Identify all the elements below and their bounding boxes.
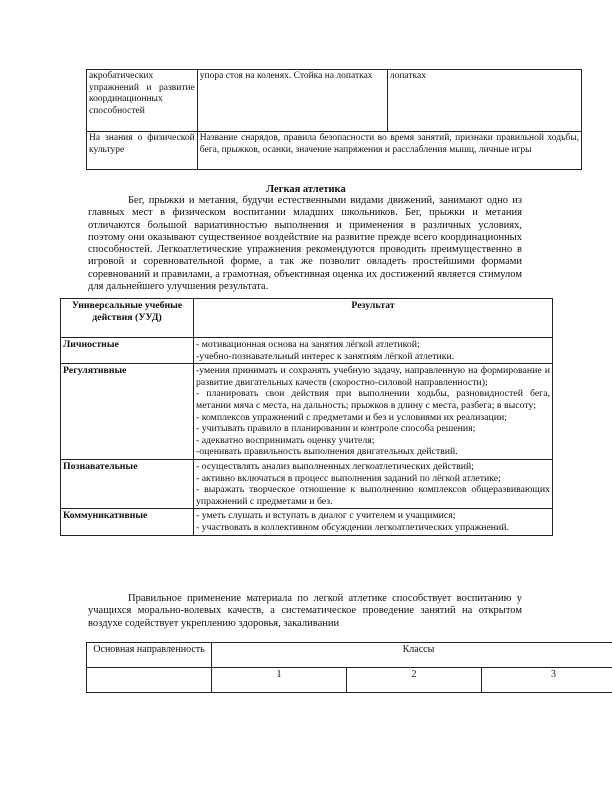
class-number: 2 <box>347 668 482 693</box>
table-row <box>87 70 582 132</box>
column-header-uud: Универсальные учебные действия (УУД) <box>61 299 194 338</box>
table-cell: лопатках <box>387 70 581 132</box>
result-cell <box>194 364 553 460</box>
result-item: - участвовать в коллективном обсуждении легкоатлетических упражнений. <box>196 521 509 533</box>
column-header-direction: Основная направленность <box>87 643 212 668</box>
top-table <box>86 69 582 170</box>
table-cell: акробатических упражнений и развитие координационных способностей <box>87 70 198 132</box>
table-row <box>87 668 612 693</box>
table-row <box>61 509 553 535</box>
classes-table <box>86 642 612 693</box>
uud-table <box>60 298 553 536</box>
table-header-row <box>87 643 612 668</box>
category-cognitive: Познавательные <box>61 459 194 508</box>
result-item: - уметь слушать и вступать в диалог с учителем и учащимися; <box>196 510 456 522</box>
category-communicative: Коммуникативные <box>61 509 194 535</box>
intro-paragraph: Бег, прыжки и метания, будучи естественными видами движений, занимают одно из главных мест в физическом воспитании младших школьников. Бег, прыжки и метания отличаются большой вариативностью выполнения и применения в различных условиях, поэтому они оказывают существенное воздействие на развитие прежде всего координационных способностей. Легкоатлетические упражнения рекомендуются проводить преимущественно в игровой и соревновательной форме, а так же позволит овладеть простейшими формами соревнований и правилами, а грамотная, объективная оценка их достижений является стимулом для дальнейшего улучшения результата. <box>88 195 522 293</box>
result-item: - планировать свои действия при выполнении ходьбы, разновидностей бега, метании мяча с места, на дальность; прыжков в длину с места, разбега; в высоту; <box>196 388 550 411</box>
result-item: - активно включаться в процесс выполнения заданий по лёгкой атлетике; <box>196 472 501 484</box>
category-regulative: Регулятивные <box>61 364 194 460</box>
table-row <box>61 338 553 364</box>
table-header-row <box>61 299 553 338</box>
result-item: - мотивационная основа на занятия лёгкой атлетикой; <box>196 339 420 350</box>
table-row <box>87 132 582 170</box>
table-cell: Название снарядов, правила безопасности во время занятий, признаки правильной ходьбы, бега, прыжков, осанки, значение напряжения и расслабления мышц, личные игры <box>197 132 581 170</box>
table-row <box>61 459 553 508</box>
result-item: - осуществлять анализ выполненных легкоатлетических действий; <box>196 460 474 472</box>
closing-paragraph: Правильное применение материала по легкой атлетике способствует воспитанию у учащихся морально-волевых качеств, а систематическое проведение занятий на открытом воздухе содействует укреплению здоровья, закаливании <box>88 593 522 629</box>
result-cell <box>194 338 553 364</box>
category-personal: Личностные <box>61 338 194 364</box>
class-number: 1 <box>212 668 347 693</box>
class-number: 3 <box>482 668 612 693</box>
result-cell <box>194 459 553 508</box>
result-item: - выражать творческое отношение к выполнению комплексов общеразвивающих упражнений с предметами и без. <box>196 484 550 507</box>
table-cell <box>87 668 212 693</box>
result-item: -оценивать правильность выполнения двигательных действий. <box>196 446 458 458</box>
result-item: - учитывать правило в планировании и контроле способа решения; <box>196 423 476 435</box>
result-item: -умения принимать и сохранять учебную задачу, направленную на формирование и развитие двигательных качеств (скоростно-силовой направленности); <box>196 365 550 388</box>
result-item: - адекватно воспринимать оценку учителя; <box>196 434 375 446</box>
result-item: - комплексов упражнений с предметами и без и условиями их реализации; <box>196 411 507 423</box>
table-row <box>61 364 553 460</box>
section-title: Легкая атлетика <box>266 184 346 195</box>
table-cell: упора стоя на коленях. Стойка на лопатках <box>197 70 387 132</box>
column-header-classes: Классы <box>212 643 612 668</box>
column-header-result: Результат <box>194 299 553 338</box>
result-item: -учебно-познавательный интерес к занятиям лёгкой атлетики. <box>196 350 455 362</box>
result-cell <box>194 509 553 535</box>
table-cell: На знания о физической культуре <box>87 132 198 170</box>
